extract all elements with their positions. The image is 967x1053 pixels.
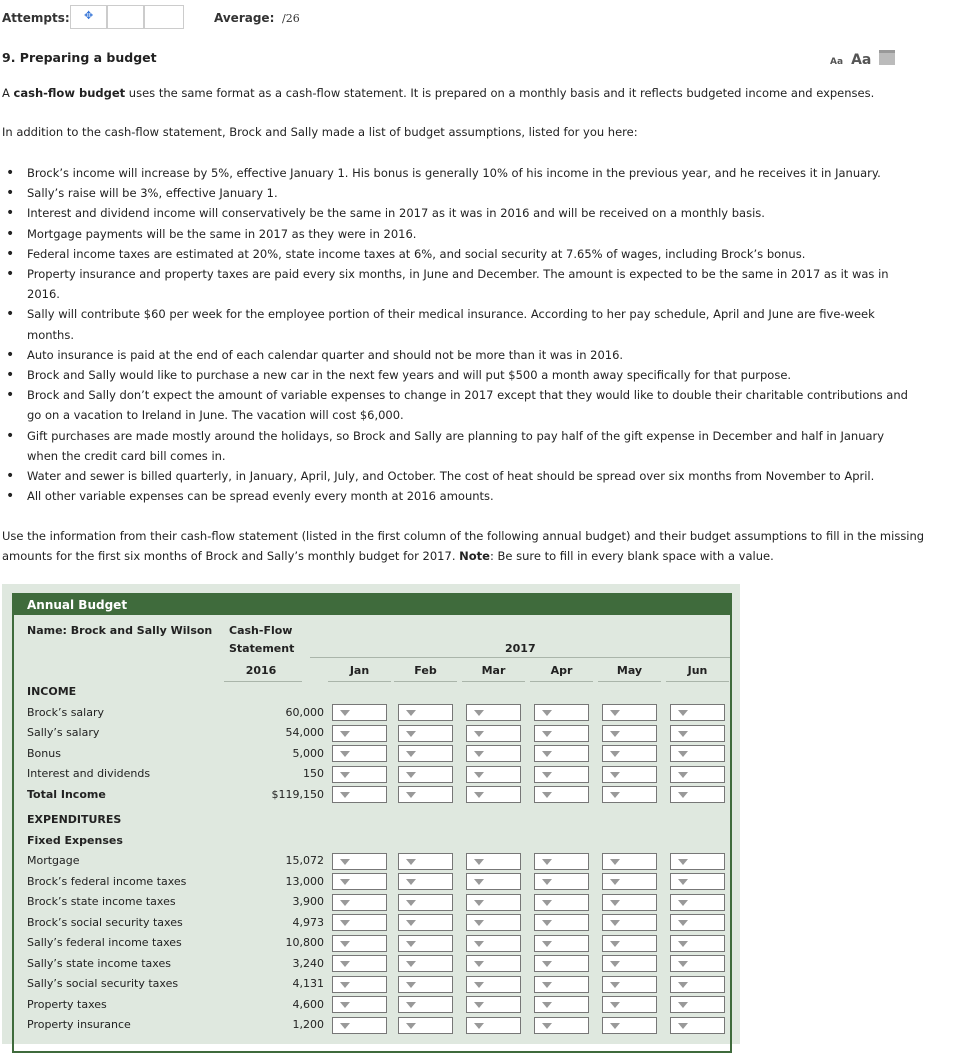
row-label: Brock’s federal income taxes (27, 874, 187, 888)
row-label: Sally’s social security taxes (27, 977, 179, 990)
month-header-mar: Mar (481, 664, 506, 677)
dropdown-may[interactable] (602, 976, 657, 993)
assumption-item: • Brock and Sally don’t expect the amount of variable expenses to change in 2017 except that they would like to double their charitable contributions and go on a vacation to Ireland in June. The vacation will cost $6,000. (27, 385, 917, 425)
month-header-apr: Apr (550, 664, 573, 677)
assumption-item: • Property insurance and property taxes are paid every six months, in June and December. The amount is expected to be the same in 2017 as it was in 2016. (27, 264, 917, 304)
month-header-jan: Jan (349, 664, 370, 677)
dropdown-jun[interactable] (670, 704, 725, 721)
table-row (27, 954, 727, 975)
table-row (27, 764, 727, 785)
attempt-box-3 (144, 5, 184, 29)
dropdown-jan[interactable] (332, 873, 387, 890)
assumption-item: • Water and sewer is billed quarterly, in January, April, July, and October. The cost of heat should be spread over six months from November to April. (27, 466, 917, 486)
table-row (27, 974, 727, 995)
dropdown-jun[interactable] (670, 894, 725, 911)
attempts-label: Attempts: (2, 11, 70, 25)
dropdown-mar[interactable] (466, 935, 521, 952)
month-header-jun: Jun (687, 664, 708, 677)
dropdown-jun[interactable] (670, 873, 725, 890)
section-header (27, 810, 727, 831)
dropdown-jun[interactable] (670, 955, 725, 972)
cf-2016-value: 3,900 (292, 895, 324, 908)
dropdown-apr[interactable] (534, 873, 589, 890)
name-label: Name: Brock and Sally Wilson (27, 624, 213, 637)
assumptions-list (2, 163, 917, 506)
dropdown-feb[interactable] (398, 996, 453, 1013)
dropdown-jun[interactable] (670, 853, 725, 870)
dropdown-mar[interactable] (466, 914, 521, 931)
cf-2016-value: 150 (303, 767, 324, 780)
month-header-feb: Feb (414, 664, 437, 677)
section-header (27, 831, 727, 852)
row-label: INCOME (27, 685, 77, 698)
row-label: Interest and dividends (27, 767, 151, 780)
dropdown-apr[interactable] (534, 955, 589, 972)
table-row (27, 1015, 727, 1036)
dropdown-may[interactable] (602, 766, 657, 783)
dropdown-may[interactable] (602, 745, 657, 762)
assumption-item: • All other variable expenses can be spread evenly every month at 2016 amounts. (27, 486, 917, 506)
dropdown-feb[interactable] (398, 745, 453, 762)
dropdown-may[interactable] (602, 1017, 657, 1034)
dropdown-feb[interactable] (398, 976, 453, 993)
dropdown-jan[interactable] (332, 914, 387, 931)
row-label: Sally’s salary (27, 726, 100, 739)
attempt-diamond-icon: ✥ (84, 9, 94, 22)
dropdown-feb[interactable] (398, 704, 453, 721)
dropdown-apr[interactable] (534, 745, 589, 762)
average-value: /26 (282, 12, 300, 25)
assumption-item: • Sally’s raise will be 3%, effective January 1. (27, 183, 917, 203)
dropdown-mar[interactable] (466, 786, 521, 803)
dropdown-jun[interactable] (670, 745, 725, 762)
cf-2016-value: 3,240 (292, 956, 324, 970)
dropdown-jan[interactable] (332, 745, 387, 762)
table-row (27, 892, 727, 913)
dropdown-apr[interactable] (534, 976, 589, 993)
dropdown-mar[interactable] (466, 853, 521, 870)
intro-paragraph: A cash-flow budget uses the same format as a cash-flow statement. It is prepared on a monthly basis and it reflects budgeted income and expenses. (2, 86, 875, 100)
dropdown-apr[interactable] (534, 766, 589, 783)
assumption-item: • Mortgage payments will be the same in 2017 as they were in 2016. (27, 224, 917, 244)
cf-2016-value: 10,800 (285, 936, 324, 949)
row-label: EXPENDITURES (27, 813, 122, 826)
cf-header-1: Cash-Flow (229, 624, 293, 637)
average (214, 11, 300, 25)
table-row (27, 913, 727, 934)
dropdown-jun[interactable] (670, 976, 725, 993)
dropdown-may[interactable] (602, 786, 657, 803)
row-label: Property insurance (27, 1018, 131, 1031)
dropdown-apr[interactable] (534, 914, 589, 931)
row-label: Brock’s state income taxes (27, 895, 176, 908)
dropdown-may[interactable] (602, 725, 657, 742)
font-large-button[interactable]: Aa (851, 52, 872, 68)
dropdown-jan[interactable] (332, 955, 387, 972)
dropdown-mar[interactable] (466, 894, 521, 911)
dropdown-mar[interactable] (466, 955, 521, 972)
row-label: Sally’s federal income taxes (27, 936, 182, 949)
dropdown-jan[interactable] (332, 1017, 387, 1034)
table-row (27, 872, 727, 893)
dropdown-jan[interactable] (332, 976, 387, 993)
dropdown-apr[interactable] (534, 894, 589, 911)
row-label: Bonus (27, 746, 61, 760)
assumption-item: • Brock’s income will increase by 5%, effective January 1. His bonus is generally 10% of his income in the previous year, and he receives it in January. (27, 163, 917, 183)
assumption-item: • Brock and Sally would like to purchase a new car in the next few years and will put $500 a month away specifically for that purpose. (27, 365, 917, 385)
dropdown-may[interactable] (602, 914, 657, 931)
dropdown-mar[interactable] (466, 976, 521, 993)
dropdown-mar[interactable] (466, 996, 521, 1013)
table-row (27, 723, 727, 744)
dropdown-feb[interactable] (398, 955, 453, 972)
dropdown-jun[interactable] (670, 786, 725, 803)
term-bold: cash-flow budget (13, 86, 126, 100)
dropdown-jun[interactable] (670, 996, 725, 1013)
dropdown-may[interactable] (602, 955, 657, 972)
table-row (27, 995, 727, 1016)
dropdown-may[interactable] (602, 704, 657, 721)
assumption-item: • Federal income taxes are estimated at 20%, state income taxes at 6%, and social security at 7.65% of wages, including Brock’s bonus. (27, 244, 917, 264)
cf-2016-value: 4,973 (292, 915, 324, 929)
cf-2016-value: 15,072 (285, 854, 324, 867)
table-row (27, 703, 727, 724)
dropdown-jun[interactable] (670, 914, 725, 931)
row-label: Property taxes (27, 997, 107, 1011)
dropdown-jan[interactable] (332, 894, 387, 911)
dropdown-jan[interactable] (332, 725, 387, 742)
cf-2016-value: 5,000 (292, 746, 324, 760)
attempt-box-1 (70, 5, 107, 29)
dropdown-feb[interactable] (398, 1017, 453, 1034)
dropdown-feb[interactable] (398, 786, 453, 803)
dropdown-apr[interactable] (534, 935, 589, 952)
row-label: Brock’s salary (27, 705, 104, 719)
dropdown-mar[interactable] (466, 873, 521, 890)
dropdown-apr[interactable] (534, 1017, 589, 1034)
cf-2016-value: $119,150 (271, 787, 324, 801)
assumption-item: • Gift purchases are made mostly around the holidays, so Brock and Sally are planning to pay half of the gift expense in December and half in January when the credit card bill comes in. (27, 426, 917, 466)
dropdown-apr[interactable] (534, 996, 589, 1013)
cf-header-2: Statement (229, 642, 295, 655)
dropdown-jan[interactable] (332, 996, 387, 1013)
average-label: Average: (214, 11, 275, 25)
dropdown-mar[interactable] (466, 1017, 521, 1034)
question-title: 9. Preparing a budget (2, 50, 157, 65)
cf-2016-value: 4,131 (292, 977, 324, 990)
dropdown-may[interactable] (602, 853, 657, 870)
table-row (27, 851, 727, 872)
dropdown-apr[interactable] (534, 704, 589, 721)
instructions: Use the information from their cash-flow statement (listed in the first column of the following annual budget) and their budget assumptions to fill in the missing amounts for the first six months of Brock and Sally’s monthly budget for 2017. Note: Be sure to fill in every blank space with a value. (2, 529, 925, 563)
row-label: Brock’s social security taxes (27, 915, 183, 929)
dropdown-jun[interactable] (670, 725, 725, 742)
row-label: Fixed Expenses (27, 833, 123, 847)
year-header: 2017 (505, 642, 536, 655)
print-icon[interactable] (879, 50, 895, 65)
dropdown-feb[interactable] (398, 914, 453, 931)
table-row (27, 785, 727, 806)
dropdown-feb[interactable] (398, 725, 453, 742)
cf-year: 2016 (245, 664, 277, 677)
dropdown-may[interactable] (602, 873, 657, 890)
dropdown-jan[interactable] (332, 704, 387, 721)
dropdown-apr[interactable] (534, 853, 589, 870)
year-rule (310, 657, 730, 658)
dropdown-feb[interactable] (398, 873, 453, 890)
dropdown-jan[interactable] (332, 786, 387, 803)
toolbar (830, 50, 895, 68)
intro-paragraph-2: In addition to the cash-flow statement, Brock and Sally made a list of budget assumptions, listed for you here: (2, 125, 638, 139)
assumption-item: • Sally will contribute $60 per week for the employee portion of their medical insurance. According to her pay schedule, April and June are five-week months. (27, 304, 917, 344)
dropdown-feb[interactable] (398, 853, 453, 870)
dropdown-mar[interactable] (466, 725, 521, 742)
dropdown-jun[interactable] (670, 766, 725, 783)
cf-2016-value: 1,200 (292, 1018, 324, 1031)
dropdown-mar[interactable] (466, 745, 521, 762)
assumption-item: • Interest and dividend income will conservatively be the same in 2017 as it was in 2016 and will be received on a monthly basis. (27, 203, 917, 223)
row-label: Sally’s state income taxes (27, 956, 171, 970)
dropdown-mar[interactable] (466, 766, 521, 783)
dropdown-feb[interactable] (398, 894, 453, 911)
cf-2016-value: 13,000 (285, 874, 324, 888)
row-label: Total Income (27, 787, 106, 801)
section-header (27, 682, 727, 703)
assumption-item: • Auto insurance is paid at the end of each calendar quarter and should not be more than it was in 2016. (27, 345, 917, 365)
dropdown-may[interactable] (602, 996, 657, 1013)
cf-2016-value: 4,600 (292, 997, 324, 1011)
dropdown-may[interactable] (602, 935, 657, 952)
dropdown-mar[interactable] (466, 704, 521, 721)
cf-2016-value: 60,000 (285, 705, 324, 719)
row-label: Mortgage (27, 854, 80, 867)
table-row (27, 744, 727, 765)
budget-title: Annual Budget (14, 595, 730, 615)
dropdown-may[interactable] (602, 894, 657, 911)
dropdown-jun[interactable] (670, 935, 725, 952)
dropdown-feb[interactable] (398, 935, 453, 952)
dropdown-apr[interactable] (534, 786, 589, 803)
dropdown-jan[interactable] (332, 766, 387, 783)
cf-2016-value: 54,000 (285, 726, 324, 739)
table-row (27, 933, 727, 954)
dropdown-jan[interactable] (332, 935, 387, 952)
note-label: Note (459, 549, 490, 563)
attempt-box-2 (107, 5, 144, 29)
dropdown-feb[interactable] (398, 766, 453, 783)
font-small-button[interactable]: Aa (830, 57, 844, 67)
month-header-may: May (616, 664, 643, 677)
dropdown-jan[interactable] (332, 853, 387, 870)
dropdown-jun[interactable] (670, 1017, 725, 1034)
dropdown-apr[interactable] (534, 725, 589, 742)
